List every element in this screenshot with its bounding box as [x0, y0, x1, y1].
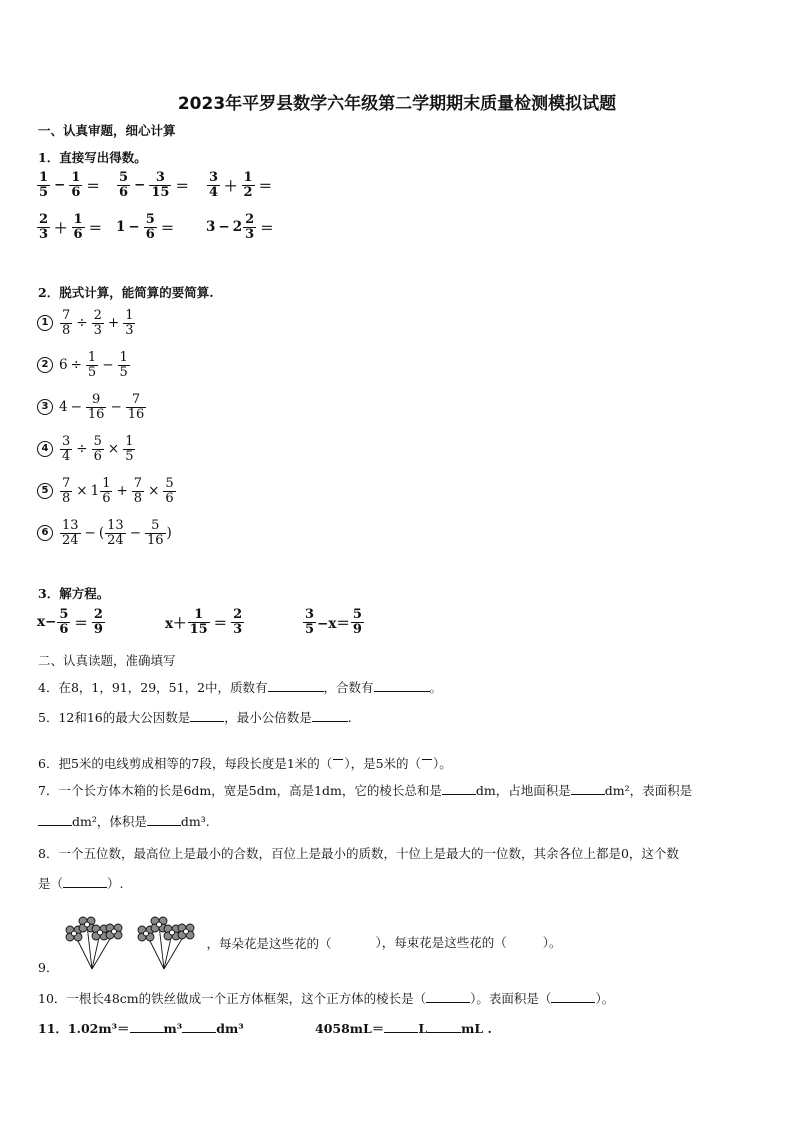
q3-equation-1-frac-2: [92, 608, 105, 636]
q3-equation-3-frac-0-numerator: 3: [305, 607, 315, 622]
q2-item-1-frac-1-numerator: 7: [62, 308, 71, 323]
q1-row1-expr-3: [206, 171, 275, 199]
q2-item-5-op-3: ×: [148, 483, 160, 500]
q1-row1-1-frac-b-denominator: 6: [71, 184, 81, 200]
q9-number: 9．: [38, 960, 59, 975]
q11-blank-m3[interactable]: [130, 1020, 164, 1033]
q1-row1-2-frac-a-numerator: 5: [119, 170, 129, 185]
question-6: [38, 754, 452, 772]
q2-item-6-frac-2-numerator: 13: [107, 518, 124, 533]
q2-item-6-frac-1-denominator: 24: [62, 532, 79, 548]
q2-item-5-frac-3: [132, 477, 144, 505]
q8-text-c: ）.: [107, 876, 124, 891]
q2-item-5-frac-1: [60, 477, 72, 505]
q9-text-b: ），每束花是这些花的（: [375, 935, 507, 950]
q7-blank-surface[interactable]: [38, 813, 72, 826]
q11-text-b: m³: [163, 1021, 183, 1036]
q7-text-c: dm²，表面积是: [604, 783, 693, 798]
q1-row2-2-whole: 1: [116, 219, 126, 236]
q3-equation-3-frac-2-numerator: 5: [352, 607, 362, 622]
q3-equation-2-frac-2: [231, 608, 244, 636]
q9-text-a: ，每朵花是这些花的（: [206, 936, 332, 951]
q1-row1-3-frac-a-denominator: 4: [209, 184, 219, 200]
q1-row1-expr-1: [36, 171, 103, 199]
q2-item-6: [37, 519, 172, 547]
q2-item-6-number: 6: [37, 525, 53, 541]
q2-item-6-op-1: −: [84, 525, 96, 542]
q1-row2-2-eq: ＝: [160, 221, 175, 238]
q1-row2-3-frac-b-denominator: 3: [245, 226, 255, 242]
q1-row1-2-eq: ＝: [175, 179, 189, 196]
q3-equation-1-frac-2-numerator: 2: [93, 607, 103, 622]
q3-equation-2-frac-2-numerator: 2: [233, 607, 243, 622]
q2-item-5-mixed: 1: [90, 483, 100, 500]
q6-text-a: 6．把5米的电线剪成相等的7段，每段长度是1米的（: [38, 756, 333, 771]
q2-item-6-frac-1: [60, 519, 81, 547]
q1-row1-3-op: ＋: [224, 179, 238, 196]
q4-blank-primes[interactable]: [268, 679, 324, 692]
q2-item-1-frac-3-numerator: 1: [125, 308, 134, 323]
q2-item-3-frac-2-numerator: 9: [86, 393, 107, 408]
q10-text-c: ）。: [595, 991, 615, 1006]
q3-equation-2-frac-1-denominator: 15: [189, 621, 208, 637]
q1-row2-2-frac-b-numerator: 5: [145, 212, 155, 227]
q11-text-d: 4058mL＝: [315, 1021, 385, 1036]
q11-blank-l[interactable]: [384, 1020, 418, 1033]
q3-equation-1-frac-2-denominator: 9: [93, 621, 103, 637]
q2-item-5-frac-4-denominator: 6: [165, 490, 174, 506]
q2-item-1: [37, 309, 136, 337]
q11-text-c: dm³: [216, 1021, 244, 1036]
q7-text-b: dm，占地面积是: [475, 783, 571, 798]
q1-row1-1-frac-b: [69, 171, 82, 199]
q1-row2-1-frac-a-denominator: 3: [39, 226, 49, 242]
q10-text-b: ）。表面积是（: [470, 991, 552, 1006]
q1-row2-3-mixed: 2: [232, 219, 243, 236]
q1-row2-2-op: −: [128, 219, 140, 236]
q1-row1-3-frac-b-numerator: 1: [243, 170, 253, 185]
question-7-line-2: [38, 812, 210, 830]
q2-item-5-frac-2: [100, 477, 112, 505]
q2-item-4-frac-3: [123, 435, 135, 463]
q1-row2-expr-1: [36, 213, 105, 241]
q2-item-6-op-2: −: [129, 525, 141, 542]
q1-row1-3-frac-b-denominator: 2: [243, 184, 253, 200]
q5-text-c: .: [347, 710, 352, 725]
q2-item-5-frac-1-denominator: 8: [62, 490, 71, 506]
q1-row2-3-frac-b: [243, 213, 256, 241]
question-4: [38, 678, 442, 696]
q10-blank-surface[interactable]: [551, 990, 595, 1003]
q3-equation-2-frac-1-numerator: 1: [188, 608, 210, 623]
q3-equation-1: [37, 608, 106, 636]
q9-text-c: ）。: [542, 935, 562, 950]
q2-item-3-number: 3: [37, 399, 53, 415]
q2-item-1-frac-2-denominator: 3: [93, 322, 102, 338]
q2-item-6-frac-3: [145, 519, 166, 547]
question-11-part-2: [315, 1019, 492, 1037]
q1-row2-1-frac-a-numerator: 2: [39, 212, 49, 227]
q3-equation-3: [302, 608, 365, 636]
q2-item-3-frac-2: [86, 393, 107, 421]
q2-item-5-op-2: +: [116, 483, 128, 500]
flower-bunches-image: [58, 913, 206, 971]
q3-equation-3-lhs: −x＝: [317, 616, 350, 633]
question-8-line-1: 8．一个五位数，最高位上是最小的合数，百位上是最小的质数，十位上是最大的一位数，其余各位上都是0，这个数: [38, 846, 679, 861]
q11-text-e: L: [418, 1021, 428, 1036]
q4-text-a: 4．在8，1，91，29，51，2中，质数有: [38, 680, 268, 695]
q10-blank-edge[interactable]: [426, 990, 470, 1003]
q3-equation-1-lhs: x−: [37, 614, 57, 631]
q2-item-5: [37, 477, 177, 505]
page-title: 2023年平罗县数学六年级第二学期期末质量检测模拟试题: [177, 94, 617, 114]
q2-item-4-frac-3-denominator: 5: [125, 448, 134, 464]
q2-item-4-op-2: ×: [107, 441, 120, 458]
q2-item-3-frac-3: [126, 393, 147, 421]
q9-blank-1[interactable]: [331, 936, 375, 948]
q2-item-5-frac-3-denominator: 8: [133, 490, 143, 506]
q2-item-3-frac-3-denominator: 16: [127, 406, 145, 422]
q4-text-c: 。: [429, 680, 443, 695]
q2-item-1-frac-1: [60, 309, 72, 337]
q9-blank-2[interactable]: [507, 936, 543, 948]
q1-row1-3-eq: ＝: [258, 179, 273, 196]
q1-row1-1-eq: ＝: [86, 179, 100, 196]
q11-text-f: mL .: [461, 1021, 492, 1036]
q1-row2-1-frac-a: [37, 213, 50, 241]
q1-row1-2-frac-b: [149, 171, 171, 199]
q1-row1-1-frac-a-numerator: 1: [39, 170, 49, 185]
q7-text-e: dm³.: [180, 814, 210, 829]
q2-item-3-whole: 4: [59, 399, 68, 416]
q5-text-a: 5．12和16的最大公因数是: [38, 710, 191, 725]
q3-equation-3-frac-0-denominator: 5: [305, 621, 315, 637]
q3-equation-1-frac-1-denominator: 6: [59, 621, 69, 637]
q2-item-1-frac-1-denominator: 8: [62, 322, 71, 338]
q2-item-6-frac-3-numerator: 5: [145, 519, 166, 534]
q5-blank-gcd[interactable]: [190, 709, 224, 722]
q2-item-2-op-2: −: [102, 357, 114, 374]
q1-row1-2-frac-a: [117, 171, 130, 199]
q4-text-b: ，合数有: [323, 680, 374, 695]
q3-equation-1-eq: ＝: [74, 616, 88, 633]
q1-row1-2-frac-b-denominator: 15: [151, 184, 170, 200]
q2-item-5-frac-4-numerator: 5: [165, 476, 174, 491]
q2-item-2-frac-3-numerator: 1: [119, 350, 128, 365]
q1-row2-1-op: ＋: [54, 221, 68, 238]
q2-item-1-op-1: ÷: [76, 315, 88, 332]
q3-equation-3-frac-2-denominator: 9: [352, 621, 362, 637]
q3-equation-1-frac-1-numerator: 5: [59, 607, 69, 622]
q2-item-3: [37, 393, 147, 421]
q2-item-5-frac-2-denominator: 6: [102, 490, 111, 506]
q1-row1-1-frac-b-numerator: 1: [71, 170, 81, 185]
q2-item-1-frac-2-numerator: 2: [93, 308, 102, 323]
q3-equation-2-frac-2-denominator: 3: [233, 621, 243, 637]
section-1-heading: 一、认真审题，细心计算: [38, 123, 176, 138]
q6-text-c: ）。: [433, 756, 452, 771]
q1-row2-3-frac-b-numerator: 2: [245, 212, 255, 227]
q2-item-5-frac-3-numerator: 7: [133, 476, 143, 491]
q2-item-4-frac-1: [60, 435, 72, 463]
q3-equation-2: [165, 608, 245, 636]
q2-item-3-op-2: −: [110, 399, 122, 416]
q3-equation-1-frac-1: [57, 608, 70, 636]
q8-text-b: 是（: [38, 876, 64, 891]
q7-blank-volume[interactable]: [147, 813, 181, 826]
q2-item-6-frac-2: [105, 519, 126, 547]
question-10: [38, 989, 614, 1007]
q1-row1-2-frac-a-denominator: 6: [119, 184, 129, 200]
q10-text-a: 10．一根长48cm的铁丝做成一个正方体框架，这个正方体的棱长是（: [38, 991, 427, 1006]
q1-row2-3-op: −: [218, 219, 230, 236]
q1-row1-2-frac-b-numerator: 3: [149, 171, 171, 186]
q2-item-4-frac-2-denominator: 6: [93, 448, 102, 464]
q2-item-6-frac-1-numerator: 13: [62, 518, 79, 533]
question-7-line-1: [38, 781, 692, 799]
q1-row1-2-op: −: [134, 177, 146, 194]
q2-item-2: [37, 351, 131, 379]
q2-item-3-frac-3-numerator: 7: [126, 393, 147, 408]
section-2-heading: 二、认真读题，准确填写: [38, 653, 176, 668]
q7-blank-edges[interactable]: [442, 782, 476, 795]
q1-row2-1-frac-b-denominator: 6: [73, 226, 83, 242]
question-11-part-1: [38, 1019, 244, 1037]
q1-row1-expr-2: [116, 171, 192, 199]
q2-item-2-number: 2: [37, 357, 53, 373]
q2-item-4-frac-1-denominator: 4: [62, 448, 71, 464]
q2-item-2-frac-3: [118, 351, 130, 379]
q1-row2-2-frac-b: [144, 213, 157, 241]
q2-item-4-number: 4: [37, 441, 53, 457]
q2-item-3-frac-2-denominator: 16: [87, 406, 105, 422]
q2-item-4-frac-1-numerator: 3: [62, 434, 71, 449]
question-9: [38, 908, 562, 976]
q2-item-5-op-1: ×: [76, 483, 88, 500]
q2-item-6-rparen: ): [166, 525, 172, 542]
q1-row1-1-frac-a: [37, 171, 50, 199]
q2-item-2-frac-2-numerator: 1: [87, 350, 97, 365]
q11-blank-dm3[interactable]: [182, 1020, 216, 1033]
q2-item-1-number: 1: [37, 315, 53, 331]
q2-item-2-whole: 6: [59, 357, 68, 374]
q2-item-6-frac-2-denominator: 24: [107, 532, 124, 548]
q5-text-b: ，最小公倍数是: [224, 710, 312, 725]
q3-equation-3-frac-2: [351, 608, 364, 636]
q2-item-2-frac-3-denominator: 5: [119, 364, 128, 380]
q2-item-4-frac-2: [92, 435, 104, 463]
q2-item-2-frac-2-denominator: 5: [87, 364, 97, 380]
q11-text-a: 11．1.02m³＝: [38, 1021, 130, 1036]
q1-row1-3-frac-a-numerator: 3: [209, 170, 219, 185]
q2-item-4-frac-3-numerator: 1: [125, 434, 134, 449]
q2-item-1-frac-3-denominator: 3: [125, 322, 134, 338]
q7-text-d: dm²，体积是: [72, 814, 147, 829]
q1-row2-2-frac-b-denominator: 6: [145, 226, 155, 242]
q1-row2-3-eq: ＝: [260, 221, 274, 238]
q1-row1-1-op: −: [54, 177, 66, 194]
q2-item-1-frac-3: [123, 309, 135, 337]
q2-label: 2．脱式计算，能简算的要简算.: [38, 285, 214, 300]
q1-row1-3-frac-a: [207, 171, 220, 199]
q1-label: 1．直接写出得数。: [38, 150, 147, 165]
q2-item-5-frac-2-numerator: 1: [102, 476, 111, 491]
q1-row2-1-eq: ＝: [88, 221, 103, 238]
q2-item-3-op-1: −: [70, 399, 82, 416]
q2-item-4-op-1: ÷: [76, 441, 88, 458]
q1-row2-expr-3: [206, 213, 277, 241]
q2-item-2-op-1: ÷: [70, 357, 82, 374]
q6-text-b: ），是5米的（: [344, 756, 422, 771]
q1-row1-1-frac-a-denominator: 5: [39, 184, 49, 200]
q11-blank-ml[interactable]: [427, 1020, 461, 1033]
q2-item-1-op-2: +: [107, 315, 120, 332]
q1-row1-3-frac-b: [242, 171, 255, 199]
q3-equation-2-eq: ＝: [213, 616, 228, 633]
q2-item-6-lparen: (: [98, 525, 105, 542]
q2-item-4: [37, 435, 136, 463]
q8-blank[interactable]: [63, 875, 107, 888]
q2-item-6-frac-3-denominator: 16: [147, 532, 164, 548]
q5-blank-lcm[interactable]: [312, 709, 348, 722]
q1-row2-expr-2: [116, 213, 177, 241]
q2-item-5-frac-1-numerator: 7: [62, 476, 71, 491]
q3-label: 3．解方程。: [38, 586, 110, 601]
q2-item-1-frac-2: [92, 309, 104, 337]
q1-row2-3-whole: 3: [206, 219, 216, 236]
question-8-line-2: [38, 874, 124, 892]
q2-item-5-number: 5: [37, 483, 53, 499]
q2-item-5-frac-4: [163, 477, 175, 505]
q2-item-4-frac-2-numerator: 5: [93, 434, 102, 449]
q3-equation-3-frac-0: [303, 608, 316, 636]
q3-equation-2-lhs: x＋: [165, 616, 187, 633]
q1-row2-1-frac-b-numerator: 1: [73, 212, 83, 227]
q7-blank-area[interactable]: [571, 782, 605, 795]
question-5: [38, 708, 352, 726]
q3-equation-2-frac-1: [188, 608, 210, 636]
q7-text-a: 7．一个长方体木箱的长是6dm，宽是5dm，高是1dm，它的棱长总和是: [38, 783, 442, 798]
q4-blank-composites[interactable]: [374, 679, 430, 692]
q2-item-2-frac-2: [86, 351, 98, 379]
q1-row2-1-frac-b: [72, 213, 85, 241]
